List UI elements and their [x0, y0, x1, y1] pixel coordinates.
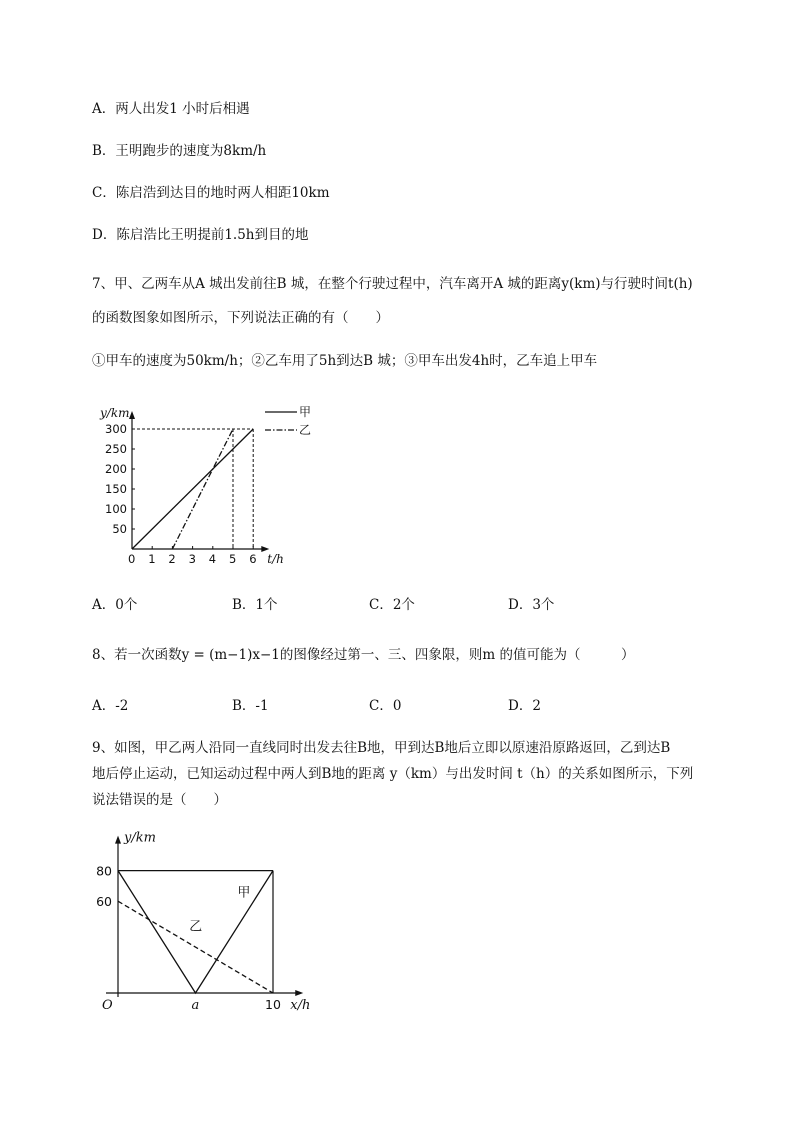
x-axis-label: x/h	[290, 998, 311, 1013]
q6-option-b: B．王明跑步的速度为8km/h	[92, 143, 267, 159]
q8-stem: 8、若一次函数y = (m−1)x−1的图像经过第一、三、四象限，则m 的值可能为（ ）	[92, 647, 635, 663]
q9-stem-line3: 说法错误的是（ ）	[92, 792, 227, 808]
q9-stem-line2: 地后停止运动，已知运动过程中两人到B地的距离 y（km）与出发时间 t（h）的关系如图所示，下列	[92, 766, 694, 782]
y-axis-arrow	[115, 836, 121, 844]
x-tick-label: 4	[208, 552, 217, 566]
q8-option-b: B．-1	[232, 698, 269, 714]
x-tick-label: 0	[128, 552, 136, 566]
q7-option-b: B．1个	[232, 597, 278, 613]
x-tick-label-10: 10	[265, 997, 281, 1012]
series-label-yi: 乙	[189, 919, 203, 935]
series-line-yi	[172, 429, 233, 549]
legend-label: 乙	[299, 423, 312, 437]
q9-stem-line1: 9、如图，甲乙两人沿同一直线同时出发去往B地，甲到达B地后立即以原速沿原路返回，乙到达B	[92, 740, 671, 756]
y-tick-label: 200	[105, 462, 127, 476]
y-tick-label: 100	[105, 502, 127, 516]
x-tick-label-a: a	[191, 998, 200, 1013]
q7-option-a: A．0个	[92, 597, 138, 613]
x-axis-label: t/h	[267, 552, 284, 566]
y-tick-label: 150	[105, 482, 127, 496]
q7-option-c: C．2个	[369, 597, 415, 613]
q6-option-d: D．陈启浩比王明提前1.5h到目的地	[92, 227, 309, 243]
y-tick-label: 250	[105, 442, 127, 456]
origin-label: O	[102, 998, 113, 1013]
x-tick-label: 1	[148, 552, 156, 566]
y-axis-label: y/km	[124, 830, 156, 846]
q9-chart	[80, 825, 340, 1015]
q8-option-c: C．0	[369, 698, 402, 714]
series-line-yi	[118, 901, 273, 993]
x-axis-arrow	[295, 990, 303, 996]
q7-chart	[80, 395, 320, 575]
x-tick-label: 2	[168, 552, 176, 566]
y-tick-label: 80	[96, 863, 112, 879]
y-axis-label: y/km	[100, 406, 130, 420]
q6-option-a: A．两人出发1 小时后相遇	[92, 101, 250, 117]
q8-option-a: A．-2	[92, 698, 129, 714]
y-axis-arrow	[129, 411, 135, 419]
legend-label: 甲	[299, 405, 312, 419]
q7-stem-line2: 的函数图象如图所示，下列说法正确的有（ ）	[92, 310, 389, 326]
y-tick-label: 50	[112, 522, 127, 536]
y-tick-label: 300	[105, 422, 127, 436]
series-line-jia	[132, 429, 253, 549]
x-tick-label: 3	[188, 552, 196, 566]
q7-option-d: D．3个	[508, 597, 555, 613]
x-tick-label: 6	[249, 552, 257, 566]
q7-statements: ①甲车的速度为50km/h；②乙车用了5h到达B 城；③甲车出发4h时，乙车追上甲车	[92, 353, 598, 369]
q7-stem-line1: 7、甲、乙两车从A 城出发前往B 城，在整个行驶过程中，汽车离开A 城的距离y(km)与行驶时间t(h)	[92, 276, 693, 292]
q6-option-c: C．陈启浩到达目的地时两人相距10km	[92, 185, 330, 201]
x-tick-label: 5	[229, 552, 237, 566]
series-label-jia: 甲	[237, 885, 251, 901]
q8-option-d: D．2	[508, 698, 541, 714]
y-tick-label: 60	[96, 894, 112, 910]
